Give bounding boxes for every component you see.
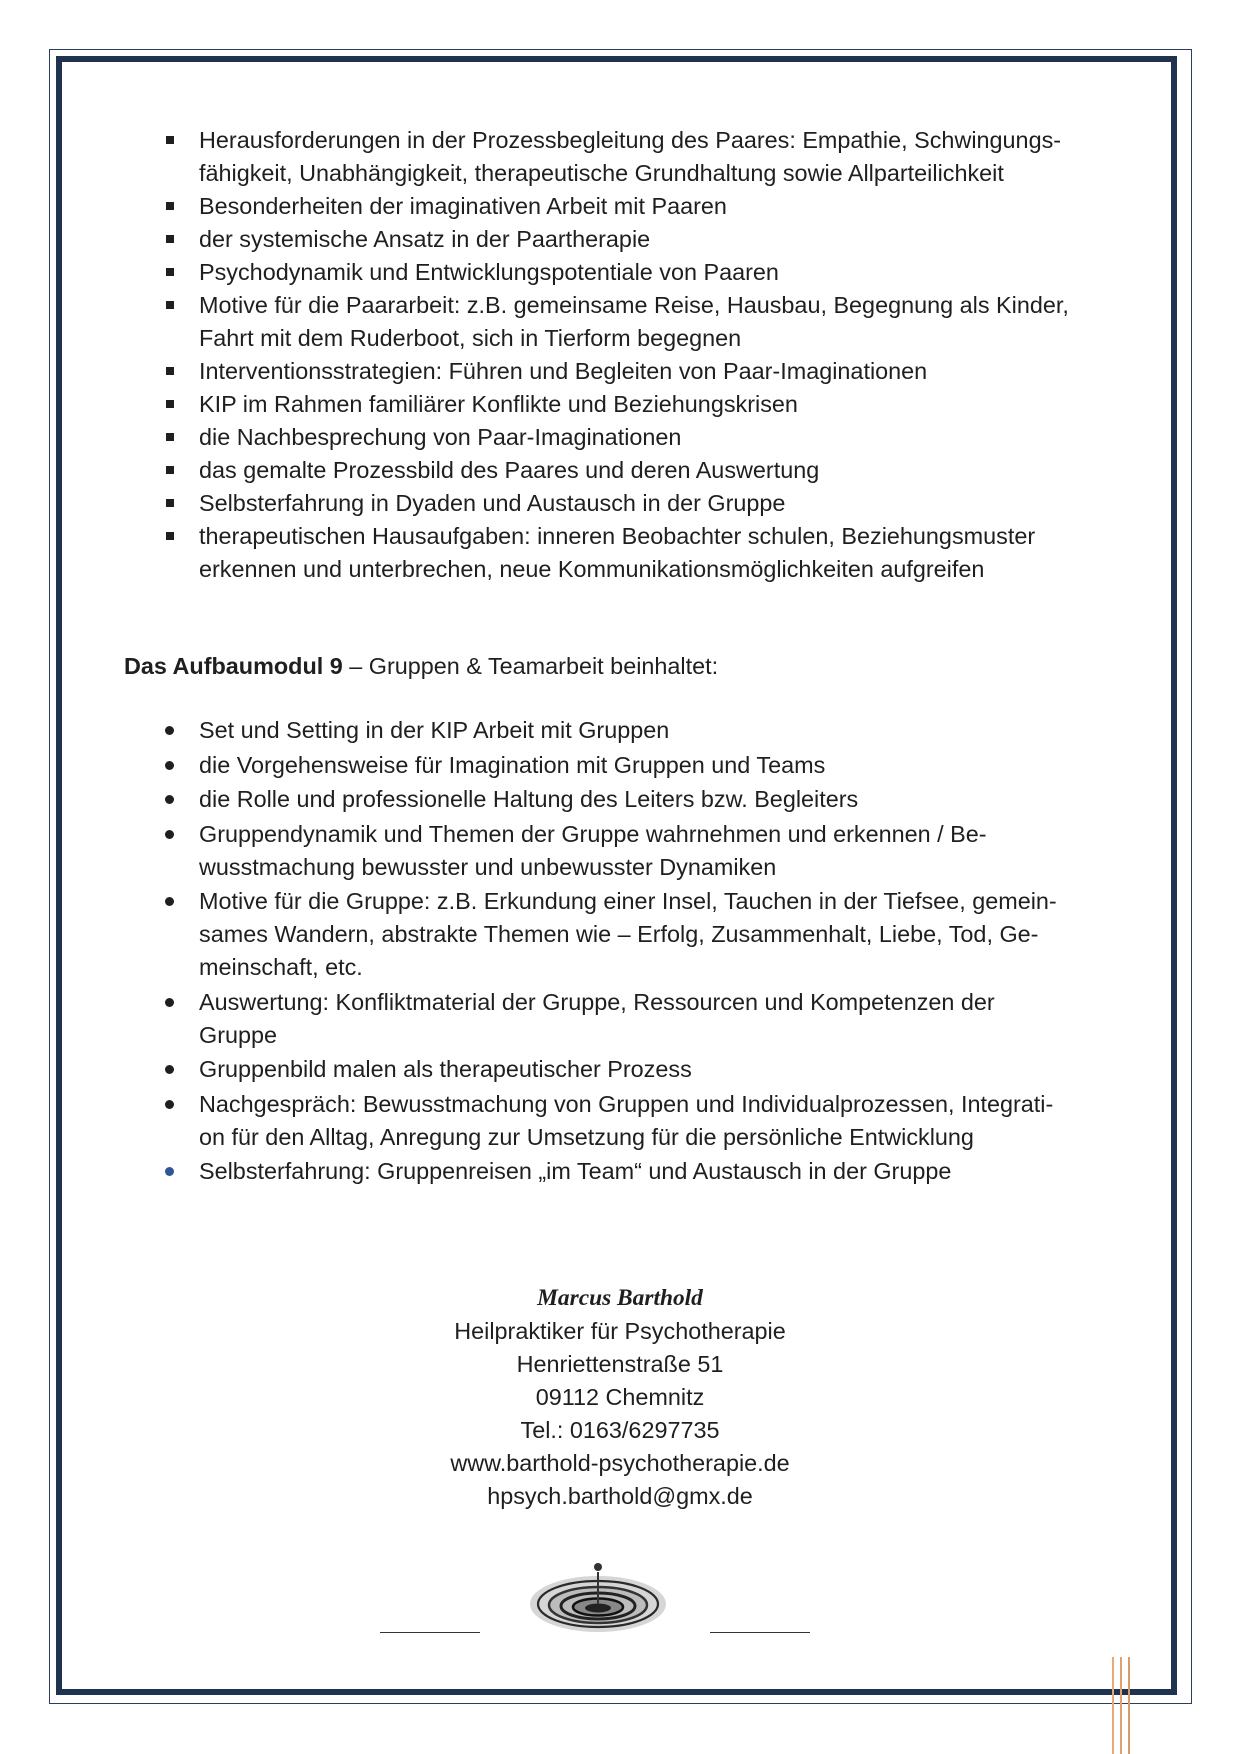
list-item: das gemalte Prozessbild des Paares und deren Auswertung [124,454,1114,487]
contact-title: Heilpraktiker für Psychotherapie [454,1318,786,1344]
list-item: Interventionsstrategien: Führen und Begleiten von Paar-Imaginationen [124,355,1114,388]
list-item: die Nachbesprechung von Paar-Imaginationen [124,421,1114,454]
list-item: Selbsterfahrung: Gruppenreisen „im Team“ und Austausch in der Gruppe [124,1155,1114,1188]
contact-name: Marcus Barthold [537,1285,703,1311]
module-heading [124,650,1114,683]
list-item: Herausforderungen in der Prozessbegleitung des Paares: Empathie, Schwingungs- fähigkeit, Unabhängigkeit, therapeutische Grundhaltung sowie Allparteilichkeit [124,124,1114,190]
list-item: Psychodynamik und Entwicklungspotentiale von Paaren [124,256,1114,289]
module-heading-rest: – Gruppen & Teamarbeit beinhaltet: [342,653,719,679]
contact-city: 09112 Chemnitz [535,1384,705,1410]
contact-phone: Tel.: 0163/6297735 [520,1417,720,1443]
decorative-stripes [1110,1657,1134,1754]
list-item: Gruppenbild malen als therapeutischer Prozess [124,1053,1114,1086]
contact-email[interactable]: hpsych.barthold@gmx.de [487,1483,753,1509]
list-item: therapeutischen Hausaufgaben: inneren Beobachter schulen, Beziehungsmuster erkennen und unterbrechen, neue Kommunikationsmöglichkeiten aufgreifen [124,520,1114,586]
group-work-topics-list [124,714,1114,1188]
footer-rule-right [710,1632,810,1633]
list-item: Gruppendynamik und Themen der Gruppe wahrnehmen und erkennen / Be- wusstmachung bewusster und unbewusster Dynamiken [124,818,1114,884]
contact-website[interactable]: www.barthold-psychotherapie.de [450,1450,790,1476]
list-item: KIP im Rahmen familiärer Konflikte und Beziehungskrisen [124,388,1114,421]
list-item: die Vorgehensweise für Imagination mit Gruppen und Teams [124,749,1114,782]
contact-block [320,1282,920,1513]
water-drop-logo-icon [526,1560,670,1636]
list-item: Set und Setting in der KIP Arbeit mit Gruppen [124,714,1114,747]
couple-therapy-topics-list [124,124,1114,586]
contact-street: Henriettenstraße 51 [516,1351,724,1377]
document-body [124,124,1114,1190]
list-item: Besonderheiten der imaginativen Arbeit mit Paaren [124,190,1114,223]
list-item: Motive für die Paararbeit: z.B. gemeinsame Reise, Hausbau, Begegnung als Kinder, Fahrt mit dem Ruderboot, sich in Tierform begegnen [124,289,1114,355]
list-item: Auswertung: Konfliktmaterial der Gruppe, Ressourcen und Kompetenzen der Gruppe [124,986,1114,1052]
list-item: Selbsterfahrung in Dyaden und Austausch in der Gruppe [124,487,1114,520]
list-item: Nachgespräch: Bewusstmachung von Gruppen und Individualprozessen, Integrati- on für den Alltag, Anregung zur Umsetzung für die persönliche Entwicklung [124,1088,1114,1154]
module-heading-bold: Das Aufbaumodul 9 [124,653,343,679]
footer-rule-left [380,1632,480,1633]
list-item: der systemische Ansatz in der Paartherapie [124,223,1114,256]
list-item: die Rolle und professionelle Haltung des Leiters bzw. Begleiters [124,783,1114,816]
list-item: Motive für die Gruppe: z.B. Erkundung einer Insel, Tauchen in der Tiefsee, gemein- sames Wandern, abstrakte Themen wie – Erfolg, Zusammenhalt, Liebe, Tod, Ge- meinschaft, etc. [124,885,1114,984]
